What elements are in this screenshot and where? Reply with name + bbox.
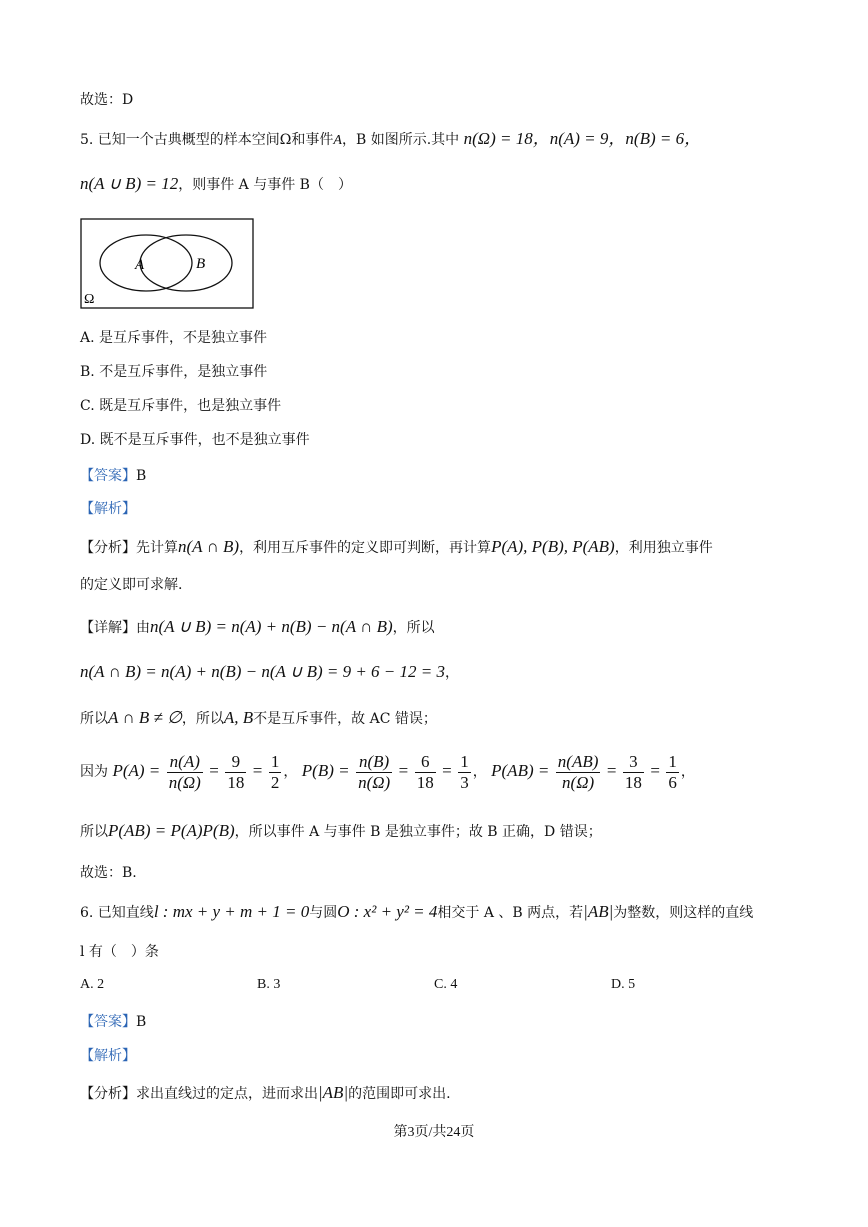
option-b[interactable]: B. 不是互斥事件，是独立事件 bbox=[80, 364, 268, 380]
option-c[interactable]: C. 既是互斥事件，也是独立事件 bbox=[80, 398, 282, 414]
answer-line: 【答案】B bbox=[80, 467, 147, 484]
fraction: $\frac{1}{2}$ bbox=[270, 751, 280, 792]
set-a-label: A bbox=[135, 257, 145, 273]
detail-line-3: 所以A ∩ B ≠ ∅，所以A, B不是互斥事件，故 AC 错误； bbox=[80, 708, 437, 727]
detail-line-5: 所以P(AB) = P(A)P(B)，所以事件 A 与事件 B 是独立事件；故 B 正确，D 错误； bbox=[80, 821, 602, 840]
fraction: $\frac{6}{18}$ bbox=[416, 751, 434, 792]
venn-diagram bbox=[80, 218, 255, 310]
page-footer: 第3页/共24页 bbox=[393, 1125, 475, 1140]
set-b-label: B bbox=[196, 256, 206, 272]
fraction: $\frac{3}{18}$ bbox=[624, 751, 642, 792]
question-5-stem-2: n(A ∪ B) = 12，则事件 A 与事件 B（ ） bbox=[80, 174, 352, 193]
question-6-stem-2: l 有（ ）条 bbox=[80, 944, 159, 960]
probability-line: 因为 P(A) = $\frac{n(A)}{n(\Omega)}$ = $\frac{9}{18}$ = $\frac{1}{2}$ ， P(B) = $\frac{n(B)}{n(\Omega)}$ = $\frac{6}{18}$ = $\frac{1}{3}$ ， P(AB) = $\frac{n(AB)}{n(\Omega)}$ = $\frac{3}{18}$ = $\frac{1}{6}$ ， bbox=[80, 751, 695, 792]
question-5-stem: 5. 已知一个古典概型的样本空间Ω和事件A，B 如图所示.其中 n(Ω) = 18，n(A) = 9，n(B) = 6， bbox=[80, 129, 702, 148]
omega-label: Ω bbox=[84, 292, 95, 307]
fraction: $\frac{n(AB)}{n(\Omega)}$ bbox=[557, 751, 599, 792]
analysis-line-q6: 【分析】求出直线过的定点，进而求出|AB|的范围即可求出. bbox=[80, 1083, 451, 1102]
detail-line-1: 【详解】由n(A ∪ B) = n(A) + n(B) − n(A ∩ B)，所以 bbox=[80, 617, 435, 636]
set-a-ellipse bbox=[100, 235, 192, 291]
q6-option-b[interactable]: B. 3 bbox=[257, 977, 281, 992]
sample-space-rect bbox=[81, 219, 253, 308]
option-a[interactable]: A. 是互斥事件，不是独立事件 bbox=[80, 330, 268, 346]
q6-option-d[interactable]: D. 5 bbox=[611, 977, 636, 992]
fraction: $\frac{1}{3}$ bbox=[460, 751, 469, 792]
analysis-heading: 【解析】 bbox=[80, 500, 136, 516]
fraction: $\frac{1}{6}$ bbox=[668, 751, 677, 792]
fraction: $\frac{n(B)}{n(\Omega)}$ bbox=[358, 751, 391, 792]
analysis-line-2: 的定义即可求解. bbox=[80, 577, 183, 593]
analysis-heading-2: 【解析】 bbox=[80, 1047, 136, 1063]
analysis-line-1: 【分析】先计算n(A ∩ B)，利用互斥事件的定义即可判断，再计算P(A), P(B), P(AB)，利用独立事件 bbox=[80, 537, 713, 556]
fraction: $\frac{9}{18}$ bbox=[227, 751, 245, 792]
answer-line-2: 【答案】B bbox=[80, 1013, 147, 1030]
text-line: 故选：D bbox=[80, 92, 134, 108]
choose-line: 故选：B. bbox=[80, 865, 137, 881]
set-b-ellipse bbox=[140, 235, 232, 291]
detail-line-2: n(A ∩ B) = n(A) + n(B) − n(A ∪ B) = 9 + 6 − 12 = 3， bbox=[80, 662, 460, 681]
question-6-stem: 6. 已知直线l : mx + y + m + 1 = 0与圆O : x² + y² = 4相交于 A 、B 两点，若|AB|为整数，则这样的直线 bbox=[80, 902, 754, 921]
q6-option-a[interactable]: A. 2 bbox=[80, 977, 105, 992]
option-d[interactable]: D. 既不是互斥事件，也不是独立事件 bbox=[80, 432, 310, 448]
fraction: $\frac{n(A)}{n(\Omega)}$ bbox=[168, 751, 201, 792]
q6-option-c[interactable]: C. 4 bbox=[434, 977, 458, 992]
